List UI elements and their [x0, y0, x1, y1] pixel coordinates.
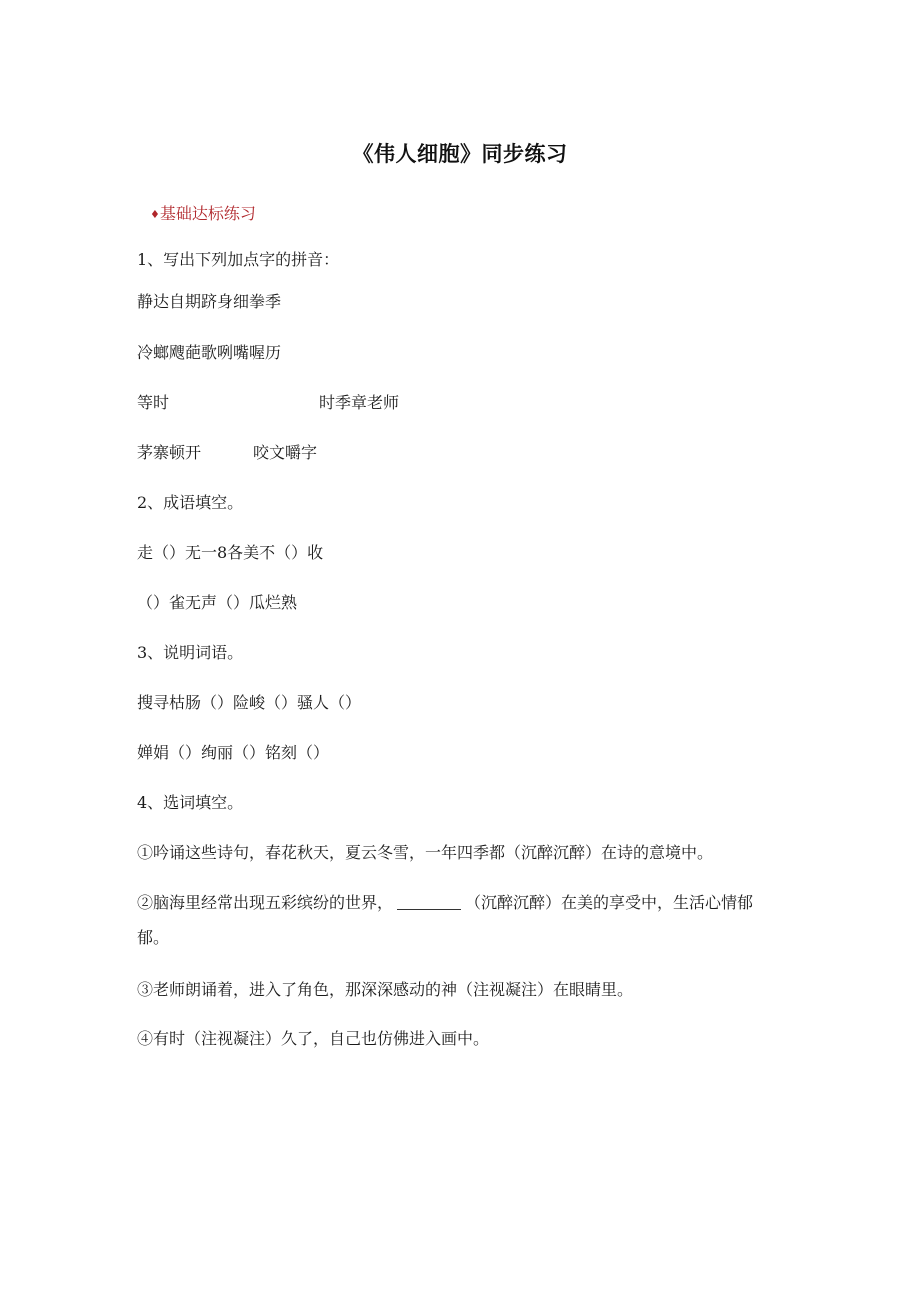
question-4-item-2-before: ②脑海里经常出现五彩缤纷的世界， [137, 893, 394, 912]
question-4-item-2-after: （沉醉沉醉）在美的享受中，生活心情郁郁。 [137, 893, 754, 947]
question-4-prompt: 4、选词填空。 [137, 793, 244, 812]
question-1-line-3-left: 等时 [137, 393, 170, 412]
question-1-line-2: 冷螂飕葩歌咧嘴喔历 [137, 343, 282, 362]
question-3-line-2: 婵娟（）绚丽（）铭刻（） [137, 743, 330, 762]
question-1-line-4 [137, 443, 317, 463]
question-1-line-1: 静达自期跻身细拳季 [137, 292, 282, 311]
question-4-item-2 [137, 885, 757, 955]
question-1-line-4-right: 咬文嚼字 [253, 443, 318, 462]
question-2-prompt: 2、成语填空。 [137, 493, 244, 512]
question-1-line-4-left: 茅寨顿开 [137, 443, 202, 462]
question-4-item-3: ③老师朗诵着，进入了角色，那深深感动的神（注视凝注）在眼睛里。 [137, 980, 634, 999]
question-1-prompt: 1、写出下列加点字的拼音： [137, 250, 340, 269]
question-4-item-1: ①吟诵这些诗句，春花秋天，夏云冬雪，一年四季都（沉醉沉醉）在诗的意境中。 [137, 843, 714, 862]
fill-in-blank[interactable] [397, 895, 461, 910]
question-1-line-3 [137, 393, 399, 413]
page-title: 《伟人细胞》同步练习 [352, 142, 568, 166]
section-heading [150, 204, 256, 225]
question-1-line-3-right: 时季章老师 [319, 393, 400, 412]
question-3-line-1: 搜寻枯肠（）险峻（）骚人（） [137, 693, 362, 712]
section-heading-label: 基础达标练习 [159, 204, 256, 223]
question-4-item-4: ④有时（注视凝注）久了，自己也仿佛进入画中。 [137, 1029, 490, 1048]
question-3-prompt: 3、说明词语。 [137, 643, 244, 662]
diamond-bullet-icon: ♦ [150, 208, 160, 221]
question-2-line-2: （）雀无声（）瓜烂熟 [137, 593, 298, 612]
question-2-line-1: 走（）无一8各美不（）收 [137, 543, 324, 562]
